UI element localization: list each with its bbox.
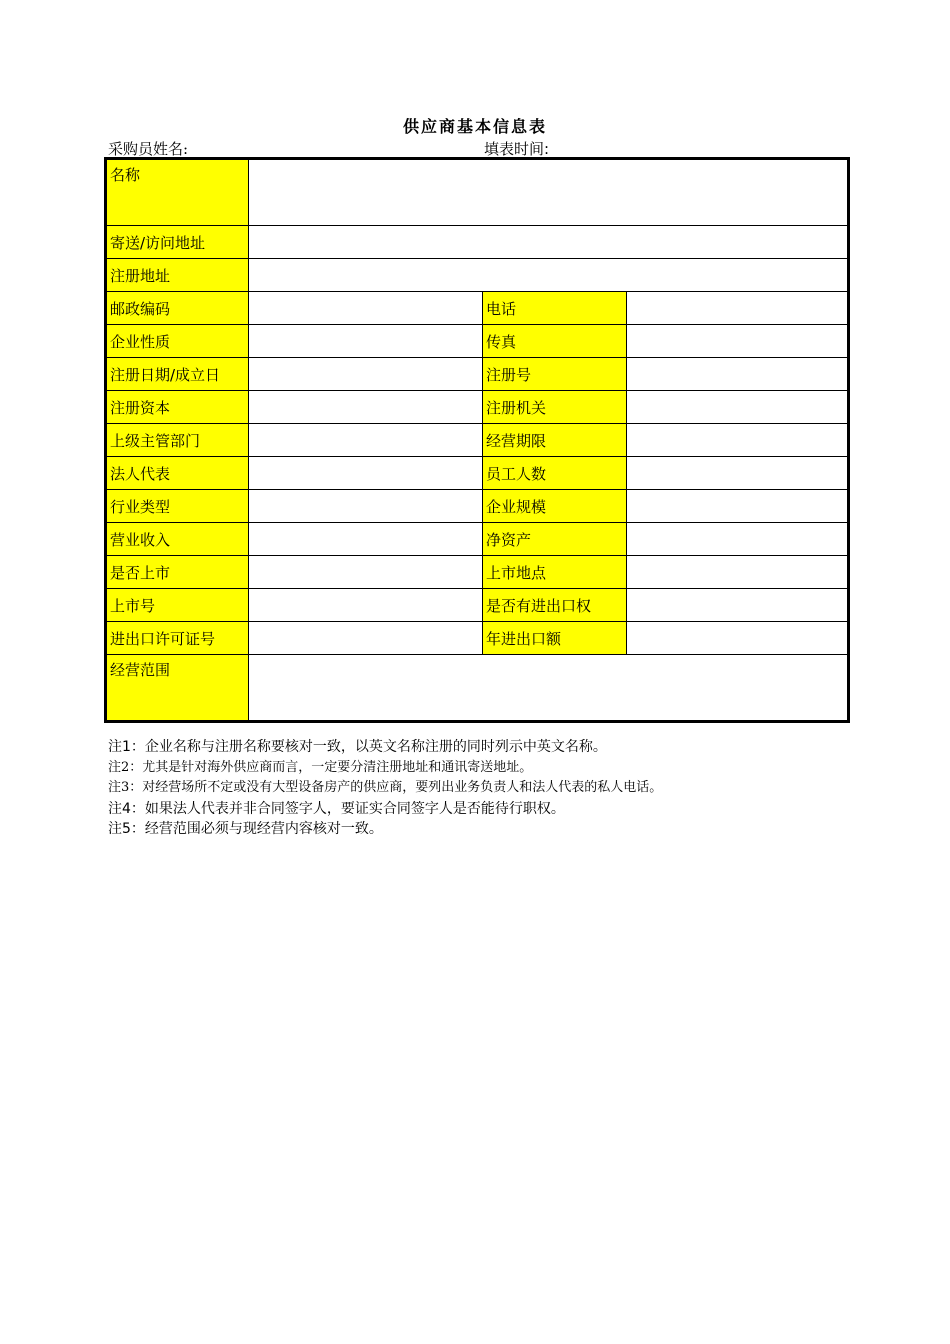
field-label: 注册资本	[106, 391, 249, 424]
note-4: 注4：如果法人代表并非合同签字人，要证实合同签字人是否能待行职权。	[108, 800, 565, 817]
field-value[interactable]	[249, 457, 483, 490]
field-value[interactable]	[627, 523, 849, 556]
field-value[interactable]	[627, 490, 849, 523]
field-label-name: 名称	[106, 159, 249, 226]
field-label: 经营期限	[483, 424, 627, 457]
field-value[interactable]	[249, 325, 483, 358]
table-row	[106, 424, 849, 457]
field-value[interactable]	[249, 523, 483, 556]
field-label-address: 寄送/访问地址	[106, 226, 249, 259]
field-label-scope: 经营范围	[106, 655, 249, 722]
field-label: 员工人数	[483, 457, 627, 490]
field-label: 年进出口额	[483, 622, 627, 655]
note-1: 注1：企业名称与注册名称要核对一致，以英文名称注册的同时列示中英文名称。	[108, 739, 607, 755]
table-row	[106, 556, 849, 589]
field-value[interactable]	[627, 325, 849, 358]
table-row	[106, 490, 849, 523]
note-2: 注2：尤其是针对海外供应商而言，一定要分清注册地址和通讯寄送地址。	[108, 759, 533, 775]
field-value[interactable]	[627, 589, 849, 622]
field-value[interactable]	[249, 292, 483, 325]
table-row	[106, 325, 849, 358]
table-row	[106, 391, 849, 424]
table-row	[106, 655, 849, 722]
supplier-info-table	[104, 157, 850, 723]
note-3: 注3：对经营场所不定或没有大型设备房产的供应商，要列出业务负责人和法人代表的私人电话。	[108, 780, 663, 795]
field-value[interactable]	[249, 424, 483, 457]
field-label: 是否有进出口权	[483, 589, 627, 622]
field-value[interactable]	[249, 556, 483, 589]
field-label: 邮政编码	[106, 292, 249, 325]
field-label: 行业类型	[106, 490, 249, 523]
notes-section	[108, 737, 908, 840]
field-value-reg-address[interactable]	[249, 259, 849, 292]
field-label-reg-address: 注册地址	[106, 259, 249, 292]
field-value-address[interactable]	[249, 226, 849, 259]
table-row	[106, 159, 849, 226]
field-value[interactable]	[249, 622, 483, 655]
table-row	[106, 622, 849, 655]
field-label: 注册日期/成立日	[106, 358, 249, 391]
field-label: 注册机关	[483, 391, 627, 424]
field-value[interactable]	[627, 391, 849, 424]
field-value-scope[interactable]	[249, 655, 849, 722]
field-label: 注册号	[483, 358, 627, 391]
field-value[interactable]	[249, 358, 483, 391]
field-label: 企业性质	[106, 325, 249, 358]
field-label: 电话	[483, 292, 627, 325]
field-value[interactable]	[627, 457, 849, 490]
field-label: 营业收入	[106, 523, 249, 556]
table-row	[106, 226, 849, 259]
field-value[interactable]	[627, 622, 849, 655]
table-row	[106, 523, 849, 556]
field-value[interactable]	[627, 358, 849, 391]
field-label: 企业规模	[483, 490, 627, 523]
field-value[interactable]	[627, 424, 849, 457]
form-title: 供应商基本信息表	[402, 117, 547, 136]
table-row	[106, 589, 849, 622]
note-5: 注5：经营范围必须与现经营内容核对一致。	[108, 821, 383, 837]
field-value[interactable]	[627, 556, 849, 589]
field-label: 法人代表	[106, 457, 249, 490]
table-row	[106, 259, 849, 292]
field-label: 上市号	[106, 589, 249, 622]
field-label: 净资产	[483, 523, 627, 556]
table-row	[106, 292, 849, 325]
buyer-name-label: 采购员姓名:	[108, 140, 189, 158]
field-value[interactable]	[627, 292, 849, 325]
field-value[interactable]	[249, 589, 483, 622]
table-row	[106, 457, 849, 490]
field-label: 上市地点	[483, 556, 627, 589]
table-row	[106, 358, 849, 391]
field-label: 传真	[483, 325, 627, 358]
fill-date-label: 填表时间:	[484, 140, 550, 158]
field-value-name[interactable]	[249, 159, 849, 226]
field-label: 进出口许可证号	[106, 622, 249, 655]
field-label: 上级主管部门	[106, 424, 249, 457]
field-value[interactable]	[249, 490, 483, 523]
field-value[interactable]	[249, 391, 483, 424]
field-label: 是否上市	[106, 556, 249, 589]
